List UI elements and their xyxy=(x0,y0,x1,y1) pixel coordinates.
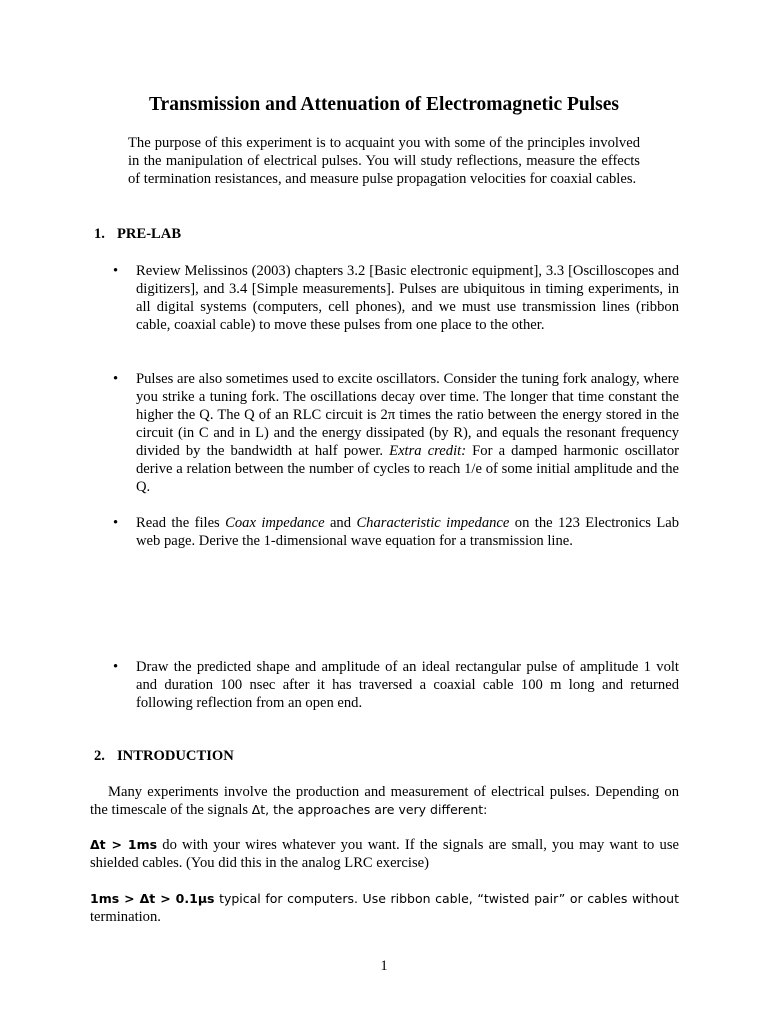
bullet-text: Review Melissinos (2003) chapters 3.2 [Basic electronic equipment], 3.3 [Oscilloscopes and digitizers], and 3.4 [Simple measurements]. Pulses are ubiquitous in timing experiments, in all digital systems (computers, cell phones), and we must use transmission lines (ribbon cable, coaxial cable) to move these pulses from one place to the other. xyxy=(136,263,679,333)
section-2-heading xyxy=(94,747,234,765)
intro-text: Many experiments involve the production and measurement of electrical pulses. Depending on the timescale of the signals xyxy=(90,784,679,818)
section-2-number: 2. xyxy=(94,748,105,764)
list-item xyxy=(113,514,679,550)
bullet-text: Draw the predicted shape and amplitude of an ideal rectangular pulse of amplitude 1 volt and duration 100 nsec after it has traversed a coaxial cable 100 m long and returned following reflection from an open end. xyxy=(136,659,679,711)
bullet-text-part: For a damped harmonic oscillator derive a relation between the number of cycles to reach 1/e of some initial amplitude and the Q. xyxy=(136,443,680,495)
document-title: Transmission and Attenuation of Electromagnetic Pulses xyxy=(149,94,619,115)
list-item xyxy=(113,262,679,334)
case-2-text: termination. xyxy=(90,909,161,925)
bullet-text-part: and xyxy=(324,515,357,531)
bullet-icon: • xyxy=(113,371,119,387)
extra-credit-label: Extra credit: xyxy=(389,443,467,459)
bullet-icon: • xyxy=(113,515,119,531)
intro-text-sans: Δt, the approaches are very different: xyxy=(251,802,488,817)
characteristic-impedance-ref: Characteristic impedance xyxy=(356,515,510,531)
list-item xyxy=(113,370,679,496)
case-2-paragraph xyxy=(90,890,679,926)
section-1-heading xyxy=(94,225,181,243)
case-1-label: Δt > 1ms xyxy=(90,837,158,852)
bullet-icon: • xyxy=(113,659,119,675)
list-item xyxy=(113,658,679,712)
case-2-label: 1ms > Δt > 0.1μs xyxy=(90,891,215,906)
intro-paragraph xyxy=(90,783,679,819)
case-1-paragraph xyxy=(90,836,679,872)
coax-impedance-ref: Coax impedance xyxy=(225,515,325,531)
bullet-text-part: on the 123 Electronics Lab web page. Derive the 1-dimensional wave equation for a transmission line. xyxy=(136,515,680,549)
bullet-text xyxy=(136,514,679,550)
abstract-paragraph: The purpose of this experiment is to acquaint you with some of the principles involved in the manipulation of electrical pulses. You will study reflections, measure the effects of termination resistances, and measure pulse propagation velocities for coaxial cables. xyxy=(128,135,640,187)
bullet-text xyxy=(136,370,679,496)
bullet-text-part: Pulses are also sometimes used to excite oscillators. Consider the tuning fork analogy, where you strike a tuning fork. The oscillations decay over time. The longer that time constant the higher the Q. The Q of an RLC circuit is 2π times the ratio between the energy stored in the circuit (in C and in L) and the energy dissipated (by R), and equals the resonant frequency divided by the bandwidth at half power. xyxy=(136,371,679,459)
case-1-text: do with your wires whatever you want. If the signals are small, you may want to use shielded cables. (You did this in the analog LRC exercise) xyxy=(90,837,679,871)
case-2-text-sans: typical for computers. Use ribbon cable, “twisted pair” or cables without xyxy=(214,891,680,906)
bullet-icon: • xyxy=(113,263,119,279)
section-1-number: 1. xyxy=(94,226,105,242)
page-number: 1 xyxy=(380,958,388,974)
bullet-text-part: Read the files xyxy=(136,515,226,531)
section-1-title: PRE-LAB xyxy=(117,226,182,242)
section-2-title: INTRODUCTION xyxy=(117,748,234,764)
